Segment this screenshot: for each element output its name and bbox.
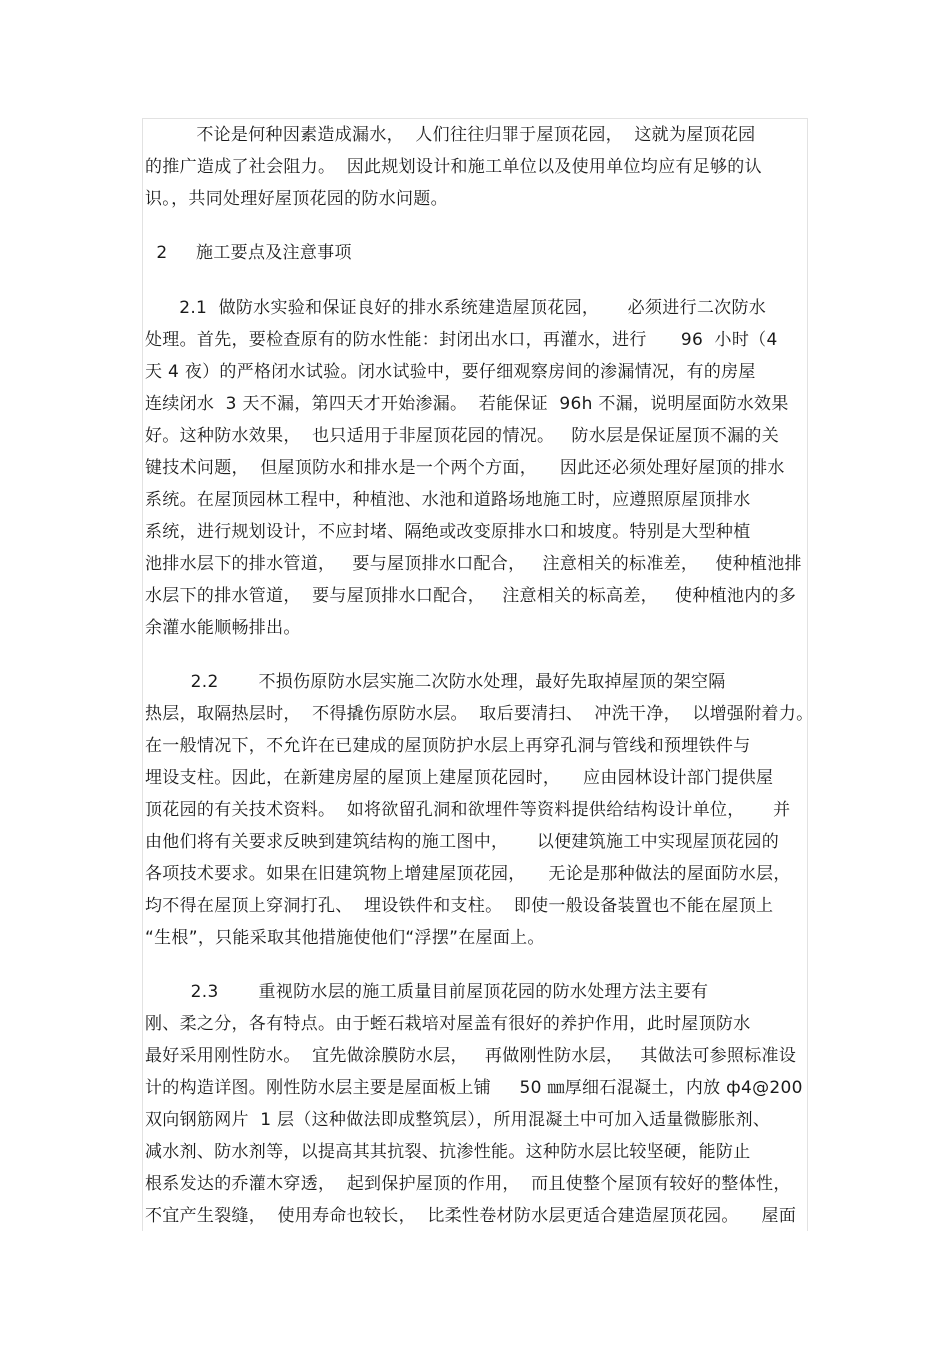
text-line: 顶花园的有关技术资料。 如将欲留孔洞和欲埋件等资料提供给结构设计单位， 并 xyxy=(145,800,791,820)
text-line: 系统。在屋顶园林工程中，种植池、水池和道路场地施工时，应遵照原屋顶排水 xyxy=(145,490,751,510)
text-line: 余灌水能顺畅排出。 xyxy=(145,618,301,638)
text-line: 各项技术要求。如果在旧建筑物上增建屋顶花园， 无论是那种做法的屋面防水层， xyxy=(145,864,791,884)
text-line: 由他们将有关要求反映到建筑结构的施工图中， 以便建筑施工中实现屋顶花园的 xyxy=(145,832,780,852)
text-line: 水层下的排水管道， 要与屋顶排水口配合， 注意相关的标高差， 使种植池内的多 xyxy=(145,586,797,606)
text-line: 热层，取隔热层时， 不得撬伤原防水层。 取后要清扫、 冲洗干净， 以增强附着力。 xyxy=(145,704,814,724)
text-line: 减水剂、防水剂等，以提高其其抗裂、抗渗性能。这种防水层比较坚硬，能防止 xyxy=(145,1142,751,1162)
text-line: 根系发达的乔灌木穿透， 起到保护屋顶的作用， 而且使整个屋顶有较好的整体性， xyxy=(145,1174,791,1194)
section-heading: 2 施工要点及注意事项 xyxy=(145,243,352,263)
text-line: 识。，共同处理好屋顶花园的防水问题。 xyxy=(145,189,448,209)
text-line: 天 4 夜）的严格闭水试验。闭水试验中，要仔细观察房间的渗漏情况，有的房屋 xyxy=(145,362,756,382)
text-line: 池排水层下的排水管道， 要与屋顶排水口配合， 注意相关的标准差， 使种植池排 xyxy=(145,554,802,574)
text-line: 2.3 重视防水层的施工质量目前屋顶花园的防水处理方法主要有 xyxy=(145,982,709,1002)
text-line: 好。这种防水效果， 也只适用于非屋顶花园的情况。 防水层是保证屋顶不漏的关 xyxy=(145,426,780,446)
text-line: 处理。首先，要检查原有的防水性能：封闭出水口，再灌水，进行 96 小时（4 xyxy=(145,330,778,350)
text-line: 的推广造成了社会阻力。 因此规划设计和施工单位以及使用单位均应有足够的认 xyxy=(145,157,762,177)
text-line: 在一般情况下，不允许在已建成的屋顶防护水层上再穿孔洞与管线和预埋铁件与 xyxy=(145,736,751,756)
text-line: 系统，进行规划设计，不应封堵、隔绝或改变原排水口和坡度。特别是大型种植 xyxy=(145,522,751,542)
text-line: “生根”，只能采取其他措施使他们“浮摆”在屋面上。 xyxy=(145,928,545,948)
text-line: 2.2 不损伤原防水层实施二次防水处理，最好先取掉屋顶的架空隔 xyxy=(145,672,726,692)
text-line: 埋设支柱。因此，在新建房屋的屋顶上建屋顶花园时， 应由园林设计部门提供屋 xyxy=(145,768,774,788)
text-line: 不宜产生裂缝， 使用寿命也较长， 比柔性卷材防水层更适合建造屋顶花园。 屋面 xyxy=(145,1206,797,1226)
text-line: 2.1 做防水实验和保证良好的排水系统建造屋顶花园， 必须进行二次防水 xyxy=(145,298,767,318)
text-line: 刚、柔之分，各有特点。由于蛭石栽培对屋盖有很好的养护作用，此时屋顶防水 xyxy=(145,1014,751,1034)
text-line: 双向钢筋网片 1 层（这种做法即成整筑层），所用混凝土中可加入适量微膨胀剂、 xyxy=(145,1110,771,1130)
text-line: 不论是何种因素造成漏水， 人们往往归罪于屋顶花园， 这就为屋顶花园 xyxy=(145,125,756,145)
text-line: 最好采用刚性防水。 宜先做涂膜防水层， 再做刚性防水层， 其做法可参照标准设 xyxy=(145,1046,797,1066)
text-line: 计的构造详图。刚性防水层主要是屋面板上铺 50 ㎜厚细石混凝土，内放 ф4@200 xyxy=(145,1078,803,1098)
text-line: 连续闭水 3 天不漏，第四天才开始渗漏。 若能保证 96h 不漏，说明屋面防水效果 xyxy=(145,394,789,414)
text-line: 键技术问题， 但屋顶防水和排水是一个两个方面， 因此还必须处理好屋顶的排水 xyxy=(145,458,785,478)
text-line: 均不得在屋顶上穿洞打孔、 埋设铁件和支柱。 即使一般设备装置也不能在屋顶上 xyxy=(145,896,774,916)
